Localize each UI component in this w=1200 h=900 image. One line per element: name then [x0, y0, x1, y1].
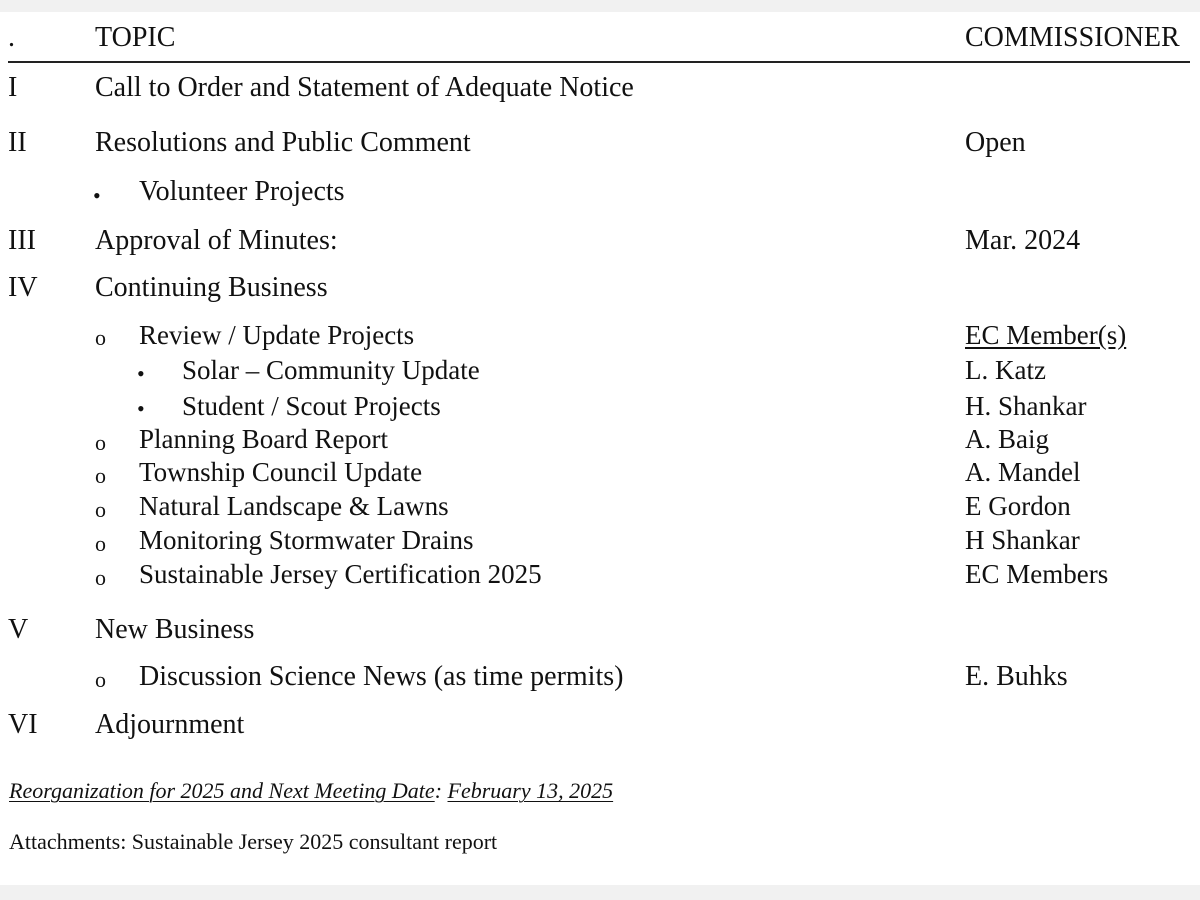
sub-item-commissioner: EC Member(s) [965, 320, 1127, 350]
item-number: III [8, 225, 36, 256]
item-title: Call to Order and Statement of Adequate Notice [95, 72, 634, 103]
reorganization-note [9, 778, 613, 804]
item-number: VI [8, 709, 38, 740]
item-title: Approval of Minutes: [95, 225, 338, 256]
next-meeting-date: February 13, 2025 [447, 778, 614, 803]
sub-item-title: Sustainable Jersey Certification 2025 [139, 559, 542, 589]
item-number: II [8, 127, 27, 158]
item-title: Resolutions and Public Comment [95, 127, 471, 158]
sub-item-title: Discussion Science News (as time permits) [139, 661, 624, 692]
bullet-circle: o [95, 430, 106, 455]
sub-item-title: Township Council Update [139, 457, 423, 487]
item-number: I [8, 72, 18, 103]
sub-item-commissioner: L. Katz [965, 355, 1046, 385]
sub-item-commissioner: E Gordon [965, 491, 1071, 521]
bullet-circle: o [95, 531, 106, 556]
reorganization-colon: : [434, 778, 443, 803]
sub-item-title: Volunteer Projects [139, 176, 345, 207]
bullet-circle: o [95, 667, 106, 692]
sub-item-title: Planning Board Report [139, 424, 388, 454]
bullet-dot: • [137, 361, 145, 386]
sub-item-commissioner: A. Baig [965, 424, 1049, 454]
sub-item-commissioner: A. Mandel [965, 457, 1081, 487]
item-number: IV [8, 272, 38, 303]
item-title: Continuing Business [95, 272, 328, 303]
commissioner-column-header: COMMISSIONER [965, 22, 1180, 53]
item-commissioner: Open [965, 127, 1026, 158]
attachments-note: Attachments: Sustainable Jersey 2025 consultant report [9, 829, 498, 854]
header-period: . [8, 22, 15, 53]
sub-item-commissioner: H. Shankar [965, 391, 1087, 421]
bullet-circle: o [95, 463, 106, 488]
sub-item-title: Natural Landscape & Lawns [139, 491, 449, 521]
sub-item-commissioner: E. Buhks [965, 661, 1068, 692]
sub-item-title: Student / Scout Projects [182, 391, 441, 421]
bullet-dot: • [137, 396, 145, 421]
agenda-document [0, 12, 1200, 885]
sub-item-commissioner: EC Members [965, 559, 1109, 589]
bullet-circle: o [95, 325, 106, 350]
sub-item-title: Review / Update Projects [139, 320, 415, 350]
reorganization-label: Reorganization for 2025 and Next Meeting Date [9, 778, 435, 803]
bullet-circle: o [95, 497, 106, 522]
sub-item-commissioner: H Shankar [965, 525, 1080, 555]
item-number: V [8, 614, 29, 645]
sub-item-title: Monitoring Stormwater Drains [139, 525, 474, 555]
item-title: New Business [95, 614, 255, 645]
item-commissioner: Mar. 2024 [965, 225, 1081, 256]
header-rule [8, 61, 1190, 63]
sub-item-title: Solar – Community Update [182, 355, 480, 385]
item-title: Adjournment [95, 709, 245, 740]
topic-column-header: TOPIC [95, 22, 176, 53]
bullet-circle: o [95, 565, 106, 590]
bullet-dot: • [93, 183, 101, 208]
